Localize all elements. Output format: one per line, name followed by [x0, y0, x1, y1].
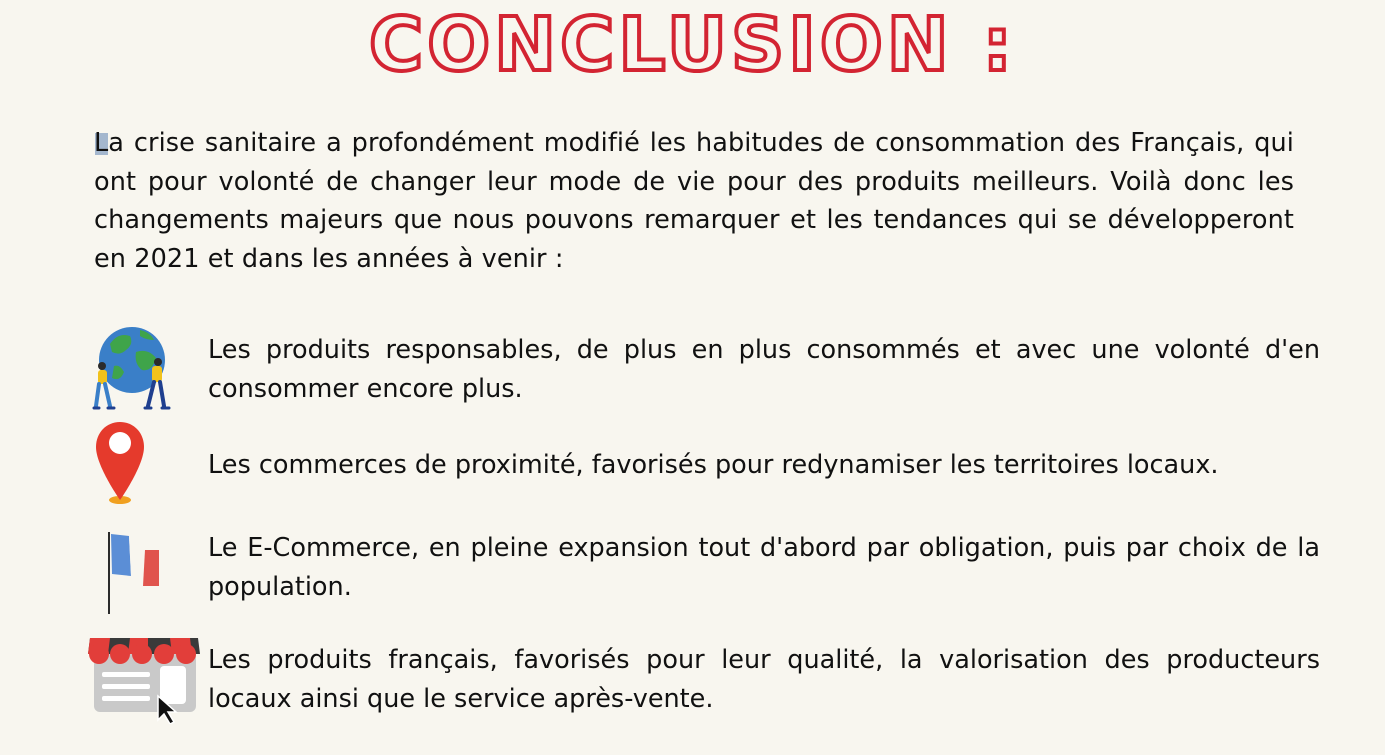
earth-people-icon [90, 322, 172, 414]
french-flag-icon [103, 530, 165, 616]
location-pin-icon [94, 420, 146, 508]
item-french-products: Les produits français, favorisés pour leur qualité, la valorisation des producteurs locaux ainsi que le service après-vente. [208, 645, 1320, 714]
intro-paragraph: La crise sanitaire a profondément modifié les habitudes de consommation des Français, qui ont pour volonté de changer leur mode de vie pour des produits meilleurs. Voilà donc les changements majeurs que nous pouvons remarquer et les tendances qui se développeront en 2021 et dans les années à venir : [94, 128, 1294, 274]
item-responsible-products: Les produits responsables, de plus en plus consommés et avec une volonté d'en consommer encore plus. [208, 335, 1320, 404]
page-title: CONCLUSION : [368, 2, 1017, 88]
online-store-icon [86, 634, 202, 724]
item-local-shops: Les commerces de proximité, favorisés pour redynamiser les territoires locaux. [208, 450, 1219, 480]
item-ecommerce: Le E-Commerce, en pleine expansion tout d'abord par obligation, puis par choix de la population. [208, 533, 1320, 602]
